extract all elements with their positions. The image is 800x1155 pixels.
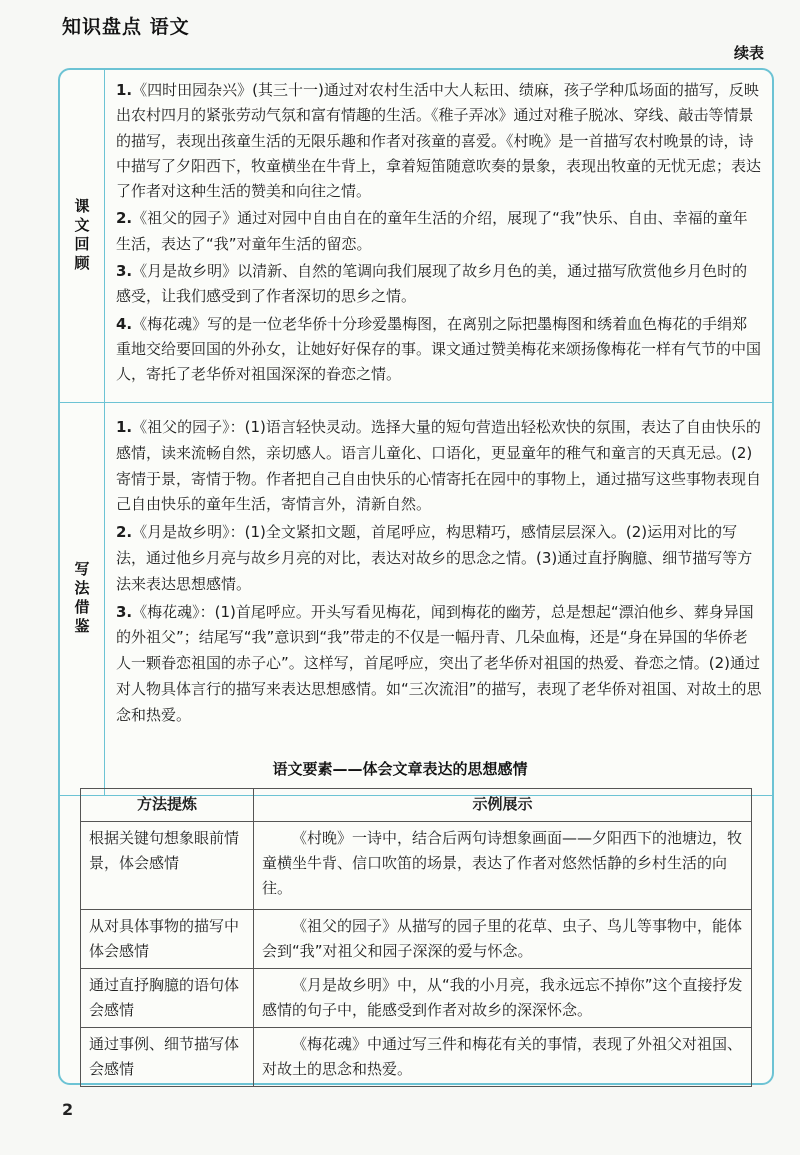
section-label: 写法借鉴 <box>72 561 91 637</box>
list-item <box>116 259 762 310</box>
section-label-cell <box>60 403 105 795</box>
list-item <box>116 78 762 204</box>
list-item <box>116 206 762 257</box>
method-cell: 通过事例、细节描写体会感情 <box>81 1028 254 1087</box>
section-lesson-review <box>60 70 772 403</box>
example-cell: 《月是故乡明》中，从“我的小月亮，我永远忘不掉你”这个直接抒发感情的句子中，能感受到作者对故乡的深深怀念。 <box>254 969 752 1028</box>
table-row <box>81 822 752 910</box>
method-cell: 根据关键句想象眼前情景，体会感情 <box>81 822 254 910</box>
column-header-method: 方法提炼 <box>81 789 254 822</box>
list-item <box>116 312 762 388</box>
example-cell: 《梅花魂》中通过写三件和梅花有关的事情，表现了外祖父对祖国、对故土的思念和热爱。 <box>254 1028 752 1087</box>
item-number: 1. <box>116 81 133 99</box>
item-number: 2. <box>116 523 133 542</box>
example-cell: 《村晚》一诗中，结合后两句诗想象画面——夕阳西下的池塘边，牧童横坐牛背、信口吹笛的场景，表达了作者对悠然恬静的乡村生活的向往。 <box>254 822 752 910</box>
list-item <box>116 415 762 518</box>
section-content <box>116 78 762 388</box>
item-text: 《四时田园杂兴》(其三十一)通过对农村生活中大人耘田、绩麻，孩子学种瓜场面的描写，反映出农村四月的紧张劳动气氛和富有情趣的生活。《稚子弄冰》通过对稚子脱冰、穿线、敲击等情景的描写，表现出孩童生活的无限乐趣和作者对孩童的喜爱。《村晚》是一首描写农村晚景的诗，诗中描写了夕阳西下，牧童横坐在牛背上，拿着短笛随意吹奏的景象，表现出牧童的无忧无虑；表达了作者对这种生活的赞美和向往之情。 <box>116 81 762 201</box>
method-cell: 通过直抒胸臆的语句体会感情 <box>81 969 254 1028</box>
page-header-title: 知识盘点 语文 <box>62 16 190 38</box>
item-text: 《月是故乡明》：(1)全文紧扣文题，首尾呼应，构思精巧，感情层层深入。(2)运用对比的写法，通过他乡月亮与故乡月亮的对比，表达对故乡的思念之情。(3)通过直抒胸臆、细节描写等方法来表达思想感情。 <box>116 523 753 593</box>
page-number: 2 <box>62 1100 74 1119</box>
table-row <box>81 910 752 969</box>
section-label-cell <box>60 70 105 402</box>
table-row <box>81 1028 752 1087</box>
list-item <box>116 520 762 597</box>
list-item <box>116 600 762 729</box>
section-label: 课文回顾 <box>72 198 91 274</box>
method-cell: 从对具体事物的描写中体会感情 <box>81 910 254 969</box>
item-number: 4. <box>116 314 133 333</box>
item-text: 《月是故乡明》以清新、自然的笔调向我们展现了故乡月色的美，通过描写欣赏他乡月色时的感受，让我们感受到了作者深切的思乡之情。 <box>116 262 748 306</box>
item-text: 《梅花魂》写的是一位老华侨十分珍爱墨梅图，在离别之际把墨梅图和绣着血色梅花的手绢郑重地交给要回国的外孙女，让她好好保存的事。课文通过赞美梅花来颂扬像梅花一样有气节的中国人，寄托了老华侨对祖国深深的眷恋之情。 <box>116 314 762 384</box>
item-text: 《祖父的园子》：(1)语言轻快灵动。选择大量的短句营造出轻松欢快的氛围，表达了自由快乐的感情，读来流畅自然，亲切感人。语言儿童化、口语化，更显童年的稚气和童言的天真无忌。(2)寄情于景，寄情于物。作者把自己自由快乐的心情寄托在园中的事物上，通过描写这些事物表现自己自由快乐的童年生活，寄情言外，清新自然。 <box>116 418 762 514</box>
table-continuation-label: 续表 <box>733 44 764 62</box>
methods-table <box>80 788 752 1087</box>
section-writing-methods <box>60 403 772 796</box>
column-header-example: 示例展示 <box>254 789 752 822</box>
table-row <box>81 969 752 1028</box>
section-content <box>116 415 762 729</box>
item-number: 3. <box>116 602 133 621</box>
item-text: 《梅花魂》：(1)首尾呼应。开头写看见梅花，闻到梅花的幽芳，总是想起“漂泊他乡、葬身异国的外祖父”；结尾写“我”意识到“我”带走的不仅是一幅丹青、几朵血梅，还是“身在异国的华侨老人一颗眷恋祖国的赤子心”。这样写，首尾呼应，突出了老华侨对祖国的热爱、眷恋之情。(2)通过对人物具体言行的描写来表达思想感情。如“三次流泪”的描写，表现了老华侨对祖国、对故土的思念和热爱。 <box>116 602 762 724</box>
example-cell: 《祖父的园子》从描写的园子里的花草、虫子、鸟儿等事物中，能体会到“我”对祖父和园子深深的爱与怀念。 <box>254 910 752 969</box>
item-text: 《祖父的园子》通过对园中自由自在的童年生活的介绍，展现了“我”快乐、自由、幸福的童年生活，表达了“我”对童年生活的留恋。 <box>116 209 748 253</box>
item-number: 3. <box>116 262 133 281</box>
table-header-row <box>81 789 752 822</box>
item-number: 2. <box>116 209 133 228</box>
language-element-title: 语文要素——体会文章表达的思想感情 <box>272 760 528 778</box>
item-number: 1. <box>116 418 133 436</box>
